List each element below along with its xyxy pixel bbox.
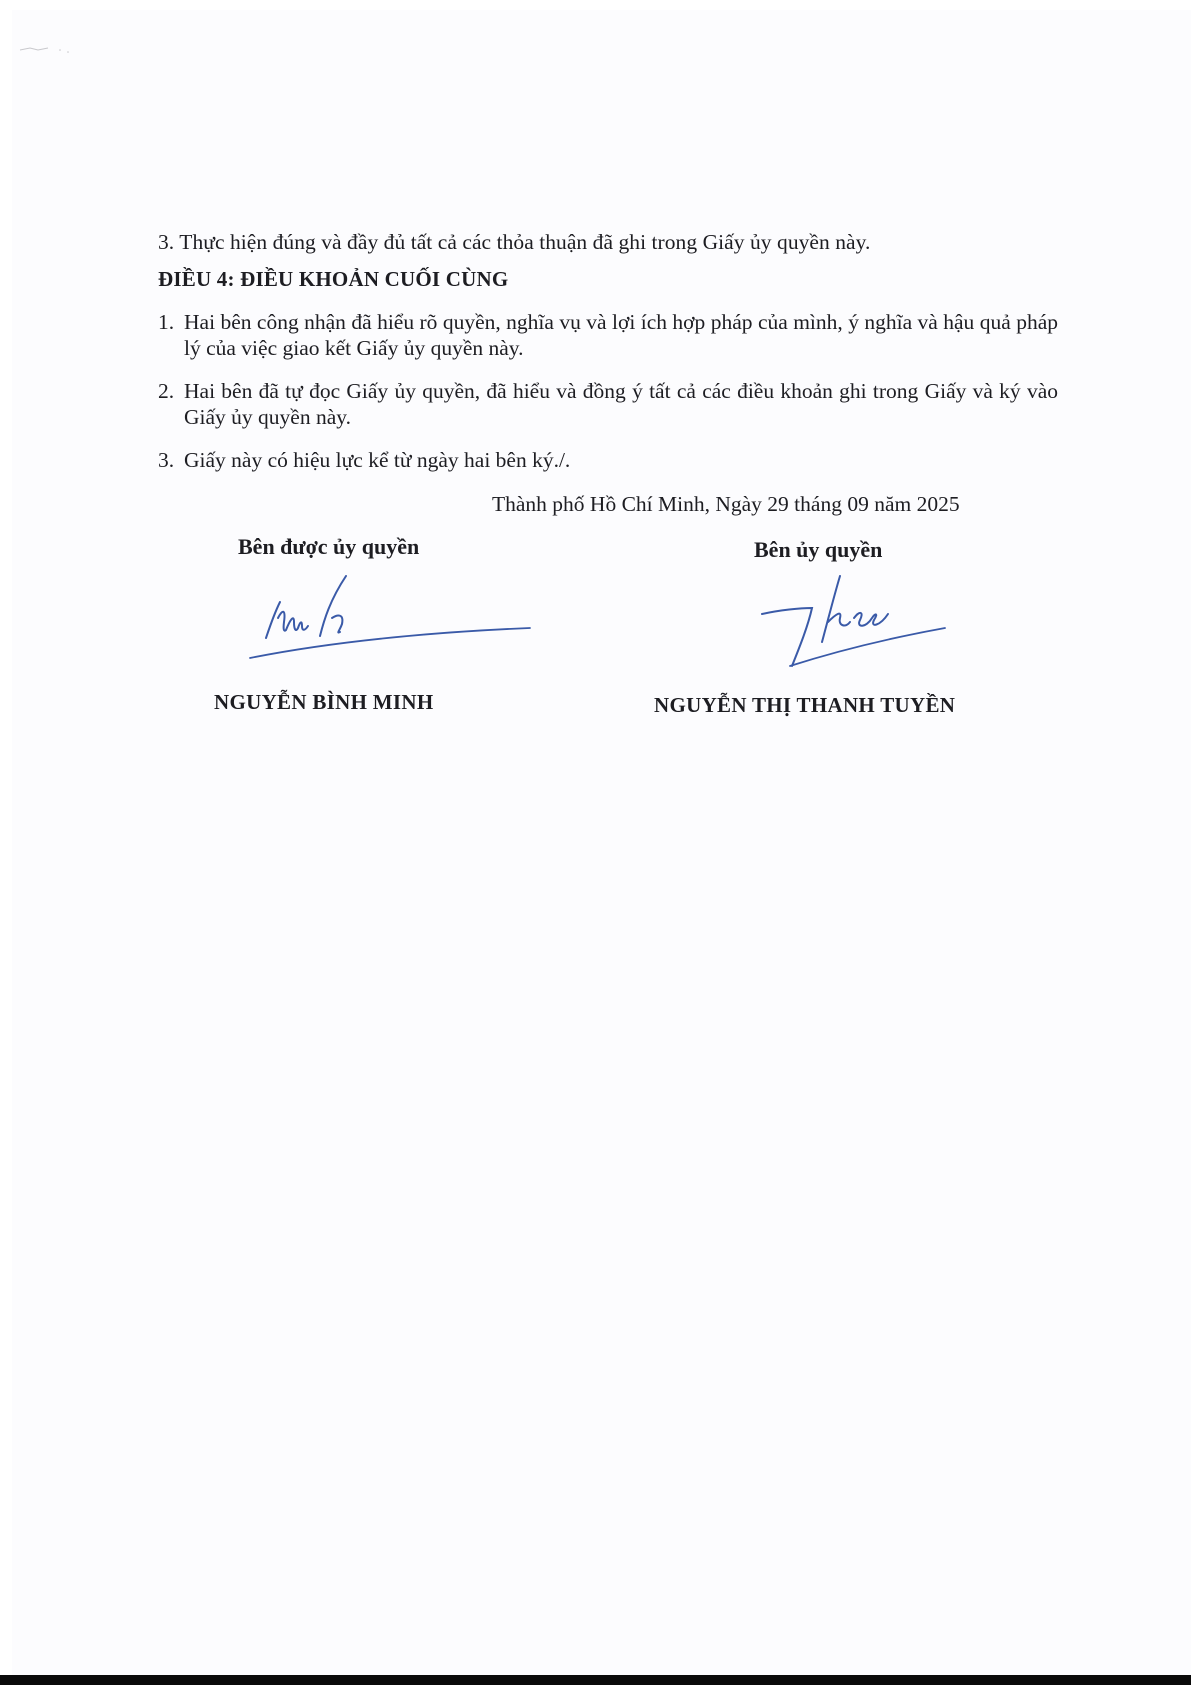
scan-bottom-edge: [0, 1675, 1191, 1685]
scan-artifact: [18, 42, 78, 62]
authorizing-party-name: NGUYỄN THỊ THANH TUYỀN: [654, 693, 956, 717]
article-4-heading: ĐIỀU 4: ĐIỀU KHOẢN CUỐI CÙNG: [158, 267, 509, 291]
signature-right: [750, 570, 950, 675]
item-text: Hai bên công nhận đã hiểu rõ quyền, nghĩa vụ và lợi ích hợp pháp của mình, ý nghĩa và hậu quả pháp lý của việc giao kết Giấy ủy quyền này.: [184, 310, 1058, 360]
authorizing-party-label: Bên ủy quyền: [754, 537, 883, 562]
article-4-item-1: [158, 309, 1058, 361]
item-number: 2.: [158, 379, 175, 403]
article-4-item-3: [158, 447, 1058, 473]
item-text: Giấy này có hiệu lực kể từ ngày hai bên ký./.: [184, 448, 571, 472]
item-number: 1.: [158, 310, 175, 334]
clause-3-item-3: 3. Thực hiện đúng và đầy đủ tất cả các thỏa thuận đã ghi trong Giấy ủy quyền này.: [158, 230, 871, 254]
item-number: 3.: [158, 448, 175, 472]
place-and-date: Thành phố Hồ Chí Minh, Ngày 29 tháng 09 năm 2025: [492, 492, 960, 516]
scan-top-edge: [0, 0, 1191, 10]
signature-left: [240, 570, 540, 665]
authorized-party-label: Bên được ủy quyền: [238, 534, 420, 559]
article-4-item-2: [158, 378, 1058, 430]
item-text: Hai bên đã tự đọc Giấy ủy quyền, đã hiểu và đồng ý tất cả các điều khoản ghi trong Giấy và ký vào Giấy ủy quyền này.: [184, 379, 1058, 429]
scan-left-edge: [0, 0, 12, 1685]
authorized-party-name: NGUYỄN BÌNH MINH: [214, 690, 434, 714]
